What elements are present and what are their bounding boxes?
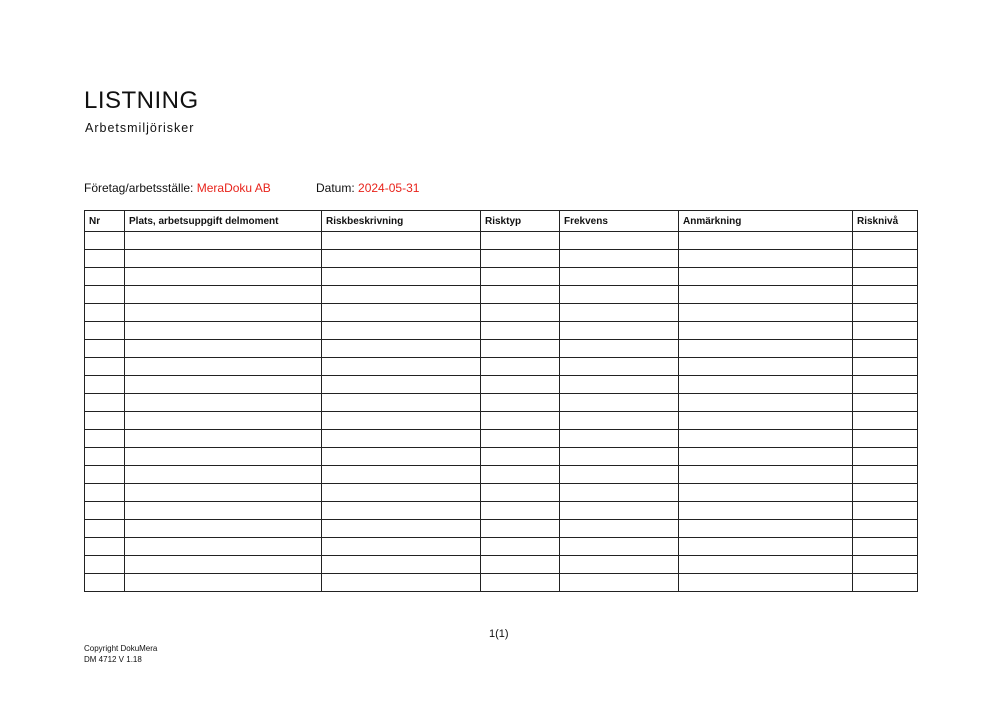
table-cell[interactable] [481,502,560,520]
table-cell[interactable] [679,250,853,268]
table-cell[interactable] [560,484,679,502]
table-row [85,520,918,538]
table-cell[interactable] [853,322,918,340]
table-cell[interactable] [85,358,125,376]
table-cell[interactable] [679,520,853,538]
table-cell[interactable] [85,394,125,412]
table-row [85,538,918,556]
table-cell[interactable] [560,412,679,430]
date-label: Datum: [316,181,355,195]
table-cell[interactable] [853,286,918,304]
table-cell[interactable] [322,250,481,268]
table-row [85,466,918,484]
table-row [85,304,918,322]
table-cell[interactable] [85,304,125,322]
table-row [85,448,918,466]
table-cell[interactable] [481,538,560,556]
column-header-riskbeskrivning: Riskbeskrivning [322,211,481,232]
table-cell[interactable] [560,304,679,322]
table-cell[interactable] [481,232,560,250]
table-cell[interactable] [560,340,679,358]
table-row [85,556,918,574]
column-header-riskniva: Risknivå [853,211,918,232]
table-row [85,484,918,502]
table-cell[interactable] [679,376,853,394]
table-cell[interactable] [125,466,322,484]
table-cell[interactable] [560,502,679,520]
table-cell[interactable] [853,520,918,538]
column-header-anmarkning: Anmärkning [679,211,853,232]
table-cell[interactable] [481,448,560,466]
risk-list-table [84,210,918,592]
company-field [84,181,271,195]
table-cell[interactable] [853,574,918,592]
table-cell[interactable] [560,394,679,412]
table-cell[interactable] [481,322,560,340]
table-cell[interactable] [322,394,481,412]
table-cell[interactable] [560,322,679,340]
table-cell[interactable] [322,286,481,304]
table-cell[interactable] [125,430,322,448]
table-cell[interactable] [853,304,918,322]
table-cell[interactable] [125,574,322,592]
table-cell[interactable] [125,250,322,268]
table-cell[interactable] [560,538,679,556]
table-cell[interactable] [85,556,125,574]
table-cell[interactable] [322,430,481,448]
table-cell[interactable] [322,448,481,466]
table-cell[interactable] [679,466,853,484]
table-row [85,376,918,394]
table-cell[interactable] [85,286,125,304]
company-label: Företag/arbetsställe: [84,181,194,195]
table-cell[interactable] [481,466,560,484]
table-cell[interactable] [679,448,853,466]
version-text: DM 4712 V 1.18 [84,655,142,664]
document-title: LISTNING [84,87,199,114]
table-cell[interactable] [125,358,322,376]
table-cell[interactable] [560,250,679,268]
date-field [316,181,419,195]
table-cell[interactable] [560,466,679,484]
table-cell[interactable] [481,340,560,358]
table-cell[interactable] [560,268,679,286]
table-cell[interactable] [125,538,322,556]
table-cell[interactable] [322,304,481,322]
table-cell[interactable] [679,286,853,304]
table-cell[interactable] [125,286,322,304]
table-cell[interactable] [679,232,853,250]
table-cell[interactable] [322,340,481,358]
table-cell[interactable] [481,556,560,574]
table-cell[interactable] [481,484,560,502]
table-cell[interactable] [322,412,481,430]
table-cell[interactable] [322,574,481,592]
table-cell[interactable] [85,376,125,394]
table-cell[interactable] [853,250,918,268]
table-cell[interactable] [322,484,481,502]
table-cell[interactable] [679,430,853,448]
table-body [85,232,918,592]
table-cell[interactable] [560,286,679,304]
copyright-text: Copyright DokuMera [84,644,158,653]
table-cell[interactable] [560,520,679,538]
table-cell[interactable] [560,376,679,394]
table-cell[interactable] [125,340,322,358]
table-cell[interactable] [85,232,125,250]
table-cell[interactable] [322,556,481,574]
table-cell[interactable] [560,232,679,250]
table-cell[interactable] [853,232,918,250]
table-cell[interactable] [481,286,560,304]
table-cell[interactable] [679,268,853,286]
table-cell[interactable] [853,268,918,286]
table-cell[interactable] [85,484,125,502]
table-cell[interactable] [125,412,322,430]
table-cell[interactable] [853,394,918,412]
table-cell[interactable] [679,322,853,340]
table-cell[interactable] [679,394,853,412]
table-cell[interactable] [560,556,679,574]
table-cell[interactable] [679,556,853,574]
table-cell[interactable] [679,340,853,358]
table-cell[interactable] [560,574,679,592]
table-cell[interactable] [322,502,481,520]
table-cell[interactable] [322,358,481,376]
table-cell[interactable] [125,268,322,286]
company-value: MeraDoku AB [196,181,271,195]
column-header-risktyp: Risktyp [481,211,560,232]
table-cell[interactable] [853,376,918,394]
table-cell[interactable] [679,358,853,376]
table-cell[interactable] [125,502,322,520]
table-cell[interactable] [85,502,125,520]
table-cell[interactable] [853,358,918,376]
table-cell[interactable] [85,430,125,448]
table-cell[interactable] [679,412,853,430]
table-header-row [85,211,918,232]
date-value: 2024-05-31 [358,181,420,195]
column-header-plats: Plats, arbetsuppgift delmoment [125,211,322,232]
table-cell[interactable] [853,538,918,556]
table-row [85,394,918,412]
table-cell[interactable] [481,520,560,538]
table-cell[interactable] [322,376,481,394]
table-cell[interactable] [85,574,125,592]
table-cell[interactable] [481,376,560,394]
table-cell[interactable] [481,412,560,430]
table-cell[interactable] [125,484,322,502]
table-cell[interactable] [481,358,560,376]
table-row [85,250,918,268]
table-cell[interactable] [853,412,918,430]
table-cell[interactable] [125,232,322,250]
table-cell[interactable] [125,304,322,322]
table-cell[interactable] [679,502,853,520]
table-cell[interactable] [85,250,125,268]
table-cell[interactable] [85,448,125,466]
document-subtitle: Arbetsmiljörisker [85,121,195,135]
table-cell[interactable] [481,304,560,322]
table-row [85,340,918,358]
table-cell[interactable] [125,448,322,466]
table-row [85,286,918,304]
table-cell[interactable] [853,340,918,358]
table-cell[interactable] [85,412,125,430]
table-row [85,412,918,430]
table-row [85,502,918,520]
table-cell[interactable] [679,304,853,322]
page-number: 1(1) [489,628,509,640]
table-cell[interactable] [679,484,853,502]
table-cell[interactable] [322,232,481,250]
column-header-frekvens: Frekvens [560,211,679,232]
table-cell[interactable] [85,538,125,556]
table-cell[interactable] [853,466,918,484]
table-row [85,574,918,592]
table-cell[interactable] [125,394,322,412]
table-cell[interactable] [560,430,679,448]
table-cell[interactable] [560,358,679,376]
table-cell[interactable] [853,502,918,520]
table-cell[interactable] [679,574,853,592]
table-cell[interactable] [85,340,125,358]
table-cell[interactable] [679,538,853,556]
table-cell[interactable] [560,448,679,466]
table-cell[interactable] [322,322,481,340]
table-cell[interactable] [853,430,918,448]
table-cell[interactable] [481,394,560,412]
table-row [85,232,918,250]
table-cell[interactable] [481,250,560,268]
table-cell[interactable] [322,466,481,484]
table-cell[interactable] [322,538,481,556]
table-cell[interactable] [85,466,125,484]
table-cell[interactable] [125,520,322,538]
table-cell[interactable] [322,520,481,538]
table-cell[interactable] [125,556,322,574]
table-cell[interactable] [125,376,322,394]
table-cell[interactable] [853,556,918,574]
table-row [85,322,918,340]
table-row [85,430,918,448]
table-cell[interactable] [481,430,560,448]
table-cell[interactable] [481,268,560,286]
column-header-nr: Nr [85,211,125,232]
table-cell[interactable] [85,520,125,538]
table-cell[interactable] [322,268,481,286]
table-cell[interactable] [85,268,125,286]
table-cell[interactable] [125,322,322,340]
table-cell[interactable] [85,322,125,340]
table-row [85,358,918,376]
table-cell[interactable] [853,484,918,502]
table-cell[interactable] [481,574,560,592]
table-cell[interactable] [853,448,918,466]
table-row [85,268,918,286]
